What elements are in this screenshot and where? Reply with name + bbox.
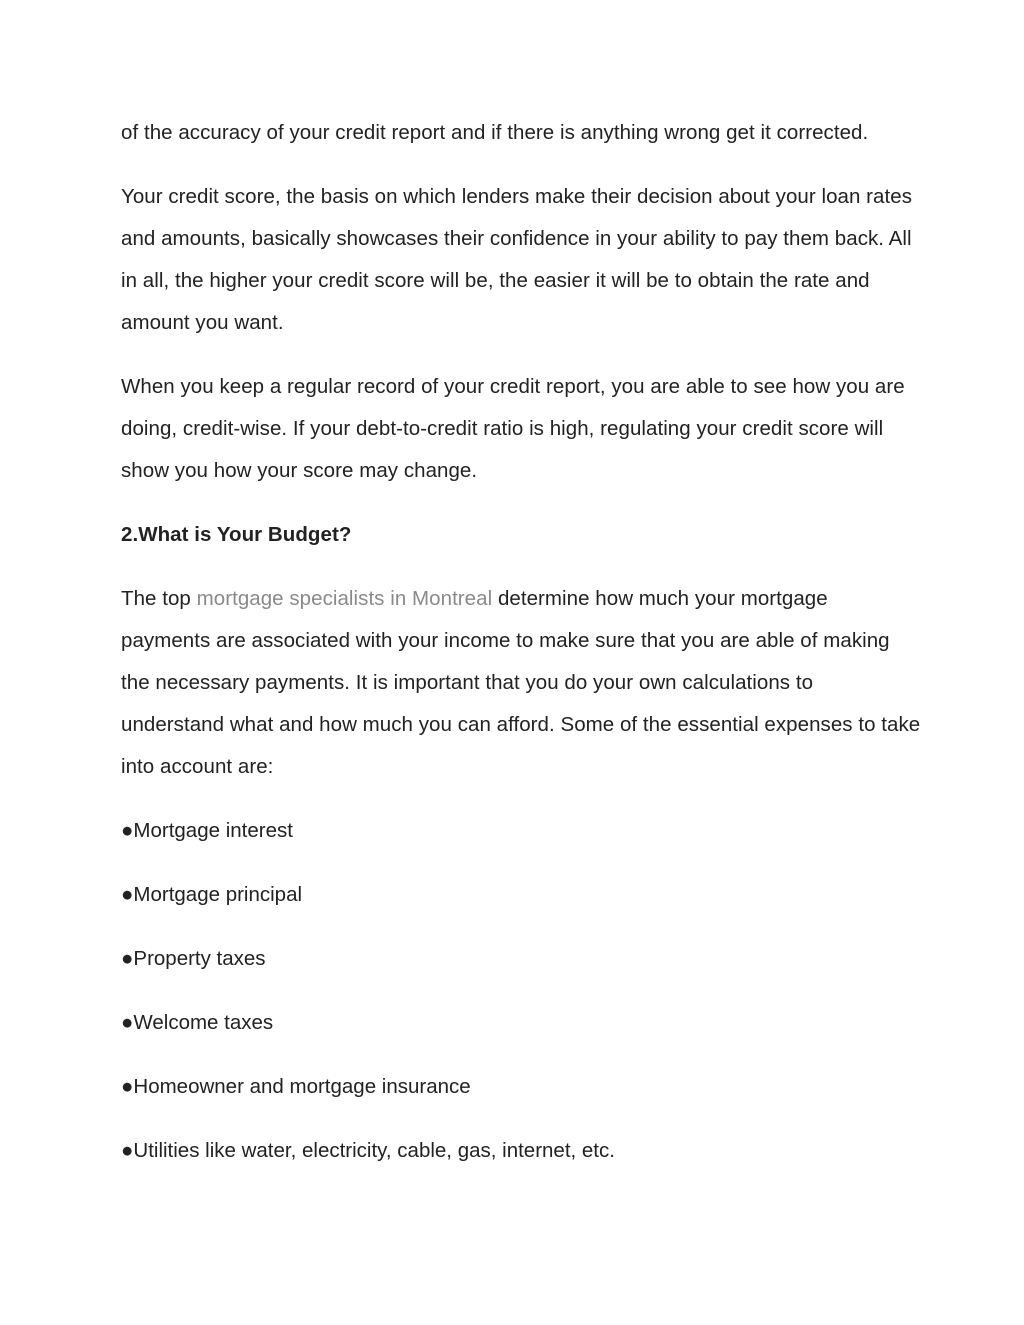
list-item [121,1002,921,1044]
section-heading-budget: 2.What is Your Budget? [121,523,352,546]
expenses-list [121,810,921,1172]
bullet-icon: ● [121,1139,134,1162]
list-item-text: Utilities like water, electricity, cable, gas, internet, etc. [133,1139,615,1162]
paragraph-budget [121,578,921,788]
list-item-text: Welcome taxes [133,1011,274,1034]
bullet-icon: ● [121,947,134,970]
paragraph-budget-lead: The top [121,587,197,610]
list-item-text: Property taxes [133,947,266,970]
list-item [121,938,921,980]
list-item [121,1066,921,1108]
mortgage-specialists-link[interactable]: mortgage specialists in Montreal [196,587,493,610]
paragraph-budget-rest: determine how much your mortgage payments are associated with your income to make sure that you are able of making the necessary payments. It is important that you do your own calculations to understand what and how much you can afford. Some of the essential expenses to take into account are: [121,587,921,778]
list-item [121,810,921,852]
paragraph-credit-score: Your credit score, the basis on which lenders make their decision about your loan rates and amounts, basically showcases their confidence in your ability to pay them back. All in all, the higher your credit score will be, the easier it will be to obtain the rate and amount you want. [121,185,912,334]
bullet-icon: ● [121,883,134,906]
paragraph-credit-record: When you keep a regular record of your credit report, you are able to see how you are doing, credit-wise. If your debt-to-credit ratio is high, regulating your credit score will show you how your score may change. [121,375,905,482]
list-item-text: Homeowner and mortgage insurance [133,1075,471,1098]
paragraph-credit-accuracy: of the accuracy of your credit report and if there is anything wrong get it corrected. [121,121,869,144]
list-item-text: Mortgage principal [133,883,303,906]
list-item-text: Mortgage interest [133,819,293,842]
bullet-icon: ● [121,1011,134,1034]
list-item [121,874,921,916]
bullet-icon: ● [121,1075,134,1098]
document-body [121,112,921,1172]
bullet-icon: ● [121,819,134,842]
list-item [121,1130,921,1172]
